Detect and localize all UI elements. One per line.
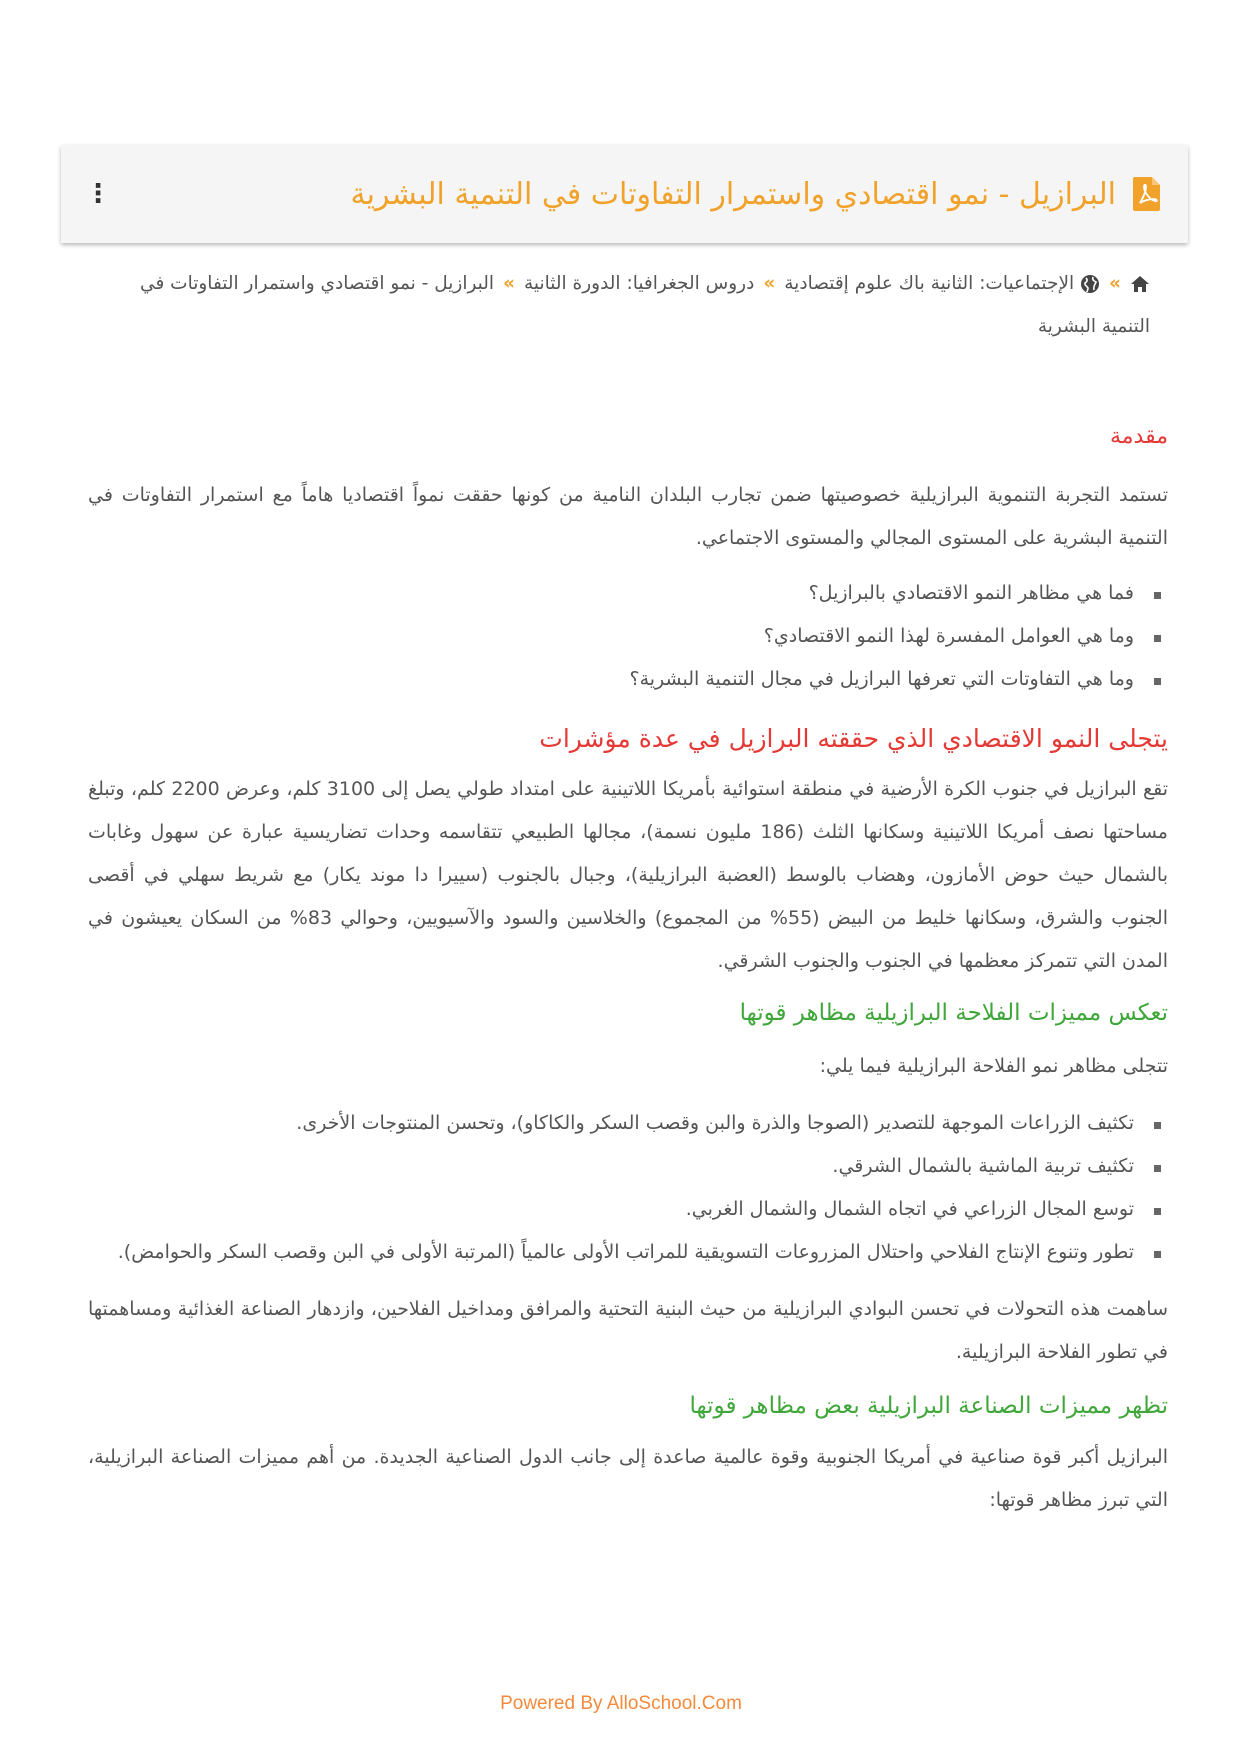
page-header	[61, 145, 1188, 243]
growth-paragraph: تقع البرازيل في جنوب الكرة الأرضية في منطقة استوائية بأمريكا اللاتينية على امتداد طولي يصل إلى 3100 كلم، وعرض 2200 كلم، وتبلغ مساحتها نصف أمريكا اللاتينية وسكانها الثلث (186 مليون نسمة)، مجالها الطبيعي تتقاسمه وحدات تضاريسية عبارة عن سهول وغابات بالشمال حيث حوض الأمازون، وهضاب بالوسط (العضبة البرازيلية)، وجبال بالجنوب (سييرا دا موند يكار) مع شريط سهلي في أقصى الجنوب والشرق، وسكانها خليط من البيض (55% من المجموع) والخلاسين والسود والآسيويين، وحوالي 83% من السكان يعيشون في المدن التي تتمركز معظمها في الجنوب والجنوب الشرقي.	[88, 778, 1169, 972]
list-item: تطور وتنوع الإنتاج الفلاحي واحتلال المزروعات التسويقية للمراتب الأولى عالمياً (المرتبة الأولى في البن وقصب السكر والحوامض).	[88, 1231, 1134, 1274]
breadcrumb-separator: »	[763, 273, 776, 294]
article-content	[88, 420, 1168, 1522]
list-item: وما هي العوامل المفسرة لهذا النمو الاقتصادي؟	[88, 615, 1134, 658]
heading-agriculture: تعكس مميزات الفلاحة البرازيلية مظاهر قوتها	[739, 1000, 1168, 1026]
intro-paragraph: تستمد التجربة التنموية البرازيلية خصوصيتها ضمن تجارب البلدان النامية من كونها حققت نمواً اقتصاديا هاماً مع استمرار التفاوتات في التنمية البشرية على المستوى المجالي والمستوى الاجتماعي.	[88, 484, 1168, 549]
breadcrumb-separator: »	[1109, 273, 1121, 294]
heading-growth: يتجلى النمو الاقتصادي الذي حققته البرازيل في عدة مؤشرات	[539, 724, 1168, 753]
globe-icon	[1080, 274, 1100, 294]
breadcrumb-item-course[interactable]: دروس الجغرافيا: الدورة الثانية	[524, 273, 755, 294]
heading-industry: تظهر مميزات الصناعة البرازيلية بعض مظاهر قوتها	[689, 1393, 1168, 1419]
heading-intro: مقدمة	[1109, 424, 1168, 449]
agriculture-closing: ساهمت هذه التحولات في تحسن البوادي البرازيلية من حيث البنية التحتية والمرافق ومداخيل الفلاحين، وازدهار الصناعة الغذائية ومساهمتها في تطور الفلاحة البرازيلية.	[88, 1298, 1168, 1363]
industry-paragraph: البرازيل أكبر قوة صناعية في أمريكا الجنوبية وقوة عالمية صاعدة إلى جانب الدول الصناعية الجديدة. من أهم مميزات الصناعة البرازيلية، التي تبرز مظاهر قوتها:	[88, 1446, 1168, 1511]
list-item: توسع المجال الزراعي في اتجاه الشمال والشمال الغربي.	[88, 1188, 1134, 1231]
home-icon[interactable]	[1130, 275, 1150, 293]
list-item: فما هي مظاهر النمو الاقتصادي بالبرازيل؟	[88, 572, 1134, 615]
breadcrumb-item-current: البرازيل - نمو اقتصادي واستمرار التفاوتات في التنمية البشرية	[140, 273, 1150, 337]
footer-credit[interactable]: Powered By AlloSchool.Com	[500, 1693, 742, 1714]
agriculture-list	[88, 1102, 1168, 1274]
intro-questions-list	[88, 572, 1168, 701]
more-options-icon[interactable]: ⋮	[85, 179, 111, 209]
breadcrumb	[114, 262, 1150, 348]
agriculture-lead: تتجلى مظاهر نمو الفلاحة البرازيلية فيما يلي:	[819, 1055, 1168, 1077]
breadcrumb-item-subject[interactable]: الإجتماعيات: الثانية باك علوم إقتصادية	[784, 273, 1075, 294]
page-title: البرازيل - نمو اقتصادي واستمرار التفاوتات في التنمية البشرية	[350, 176, 1116, 212]
breadcrumb-separator: »	[503, 273, 515, 294]
list-item: وما هي التفاوتات التي تعرفها البرازيل في مجال التنمية البشرية؟	[88, 658, 1134, 701]
list-item: تكثيف الزراعات الموجهة للتصدير (الصوجا والذرة والبن وقصب السكر والكاكاو)، وتحسن المنتوجات الأخرى.	[88, 1102, 1134, 1145]
list-item: تكثيف تربية الماشية بالشمال الشرقي.	[88, 1145, 1134, 1188]
pdf-icon	[1132, 176, 1162, 212]
